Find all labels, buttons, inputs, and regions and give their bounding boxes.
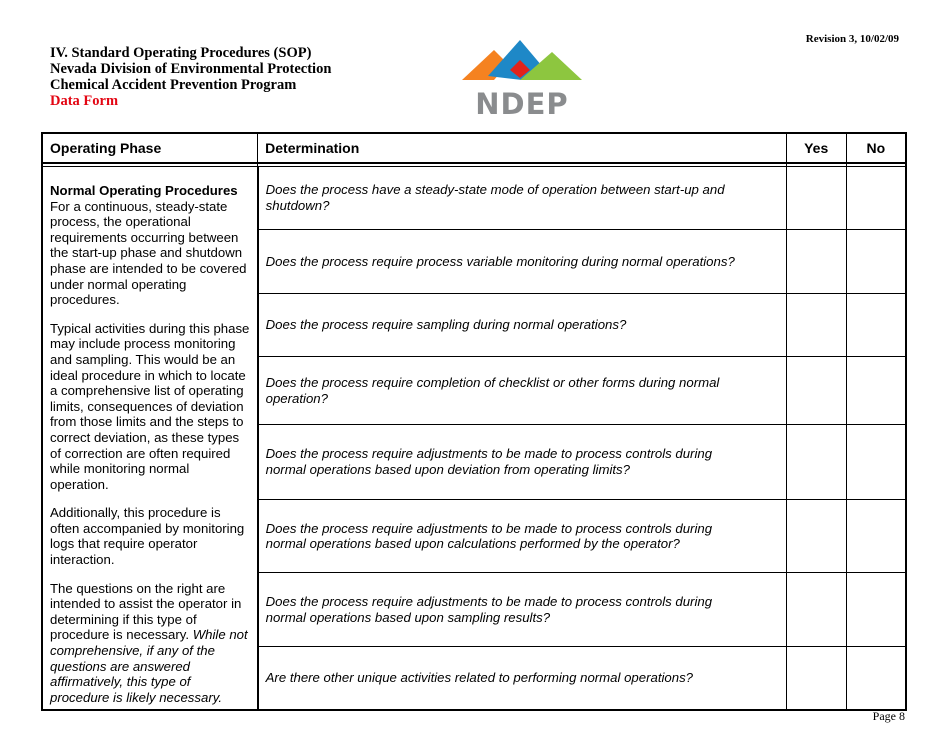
revision-label: Revision 3, 10/02/09 xyxy=(805,33,899,45)
yes-checkbox-4[interactable] xyxy=(786,357,846,425)
phase-para-1: For a continuous, steady-state process, the operational requirements occurring between the start-up phase and shutdown phase are intended to be covered under normal operating procedures. xyxy=(50,198,247,308)
phase-para-2: Typical activities during this phase may include process monitoring and sampling. This would be an ideal procedure in which to locate a comprehensive list of operating limits, consequences of deviation from those limits and the steps to correct deviation, as these types of correction are often required while monitoring normal operation. xyxy=(50,320,250,492)
yes-checkbox-1[interactable] xyxy=(786,167,846,230)
yes-checkbox-2[interactable] xyxy=(786,230,846,294)
header-line-division: Nevada Division of Environmental Protection xyxy=(50,61,332,77)
no-checkbox-4[interactable] xyxy=(846,357,906,425)
yes-checkbox-3[interactable] xyxy=(786,294,846,357)
question-2: Does the process require process variable monitoring during normal operations? xyxy=(258,230,787,294)
column-header-yes: Yes xyxy=(786,133,846,163)
ndep-logo xyxy=(458,36,586,122)
page-number: Page 8 xyxy=(872,709,905,723)
no-checkbox-8[interactable] xyxy=(846,646,906,710)
yes-checkbox-6[interactable] xyxy=(786,499,846,573)
no-checkbox-2[interactable] xyxy=(846,230,906,294)
question-1: Does the process have a steady-state mode of operation between start-up and shutdown? xyxy=(258,167,787,230)
table-row xyxy=(42,167,906,230)
no-checkbox-6[interactable] xyxy=(846,499,906,573)
question-3: Does the process require sampling during normal operations? xyxy=(258,294,787,357)
document-header xyxy=(50,45,331,109)
determination-table xyxy=(41,132,907,711)
header-line-program: Chemical Accident Prevention Program xyxy=(50,77,297,93)
no-checkbox-5[interactable] xyxy=(846,425,906,500)
column-header-no: No xyxy=(846,133,906,163)
yes-checkbox-7[interactable] xyxy=(786,573,846,647)
phase-para-4: The questions on the right are intended to assist the operator in determining if this type of procedure is necessary. xyxy=(50,580,242,643)
mountain-logo-icon xyxy=(458,36,586,92)
column-header-determination: Determination xyxy=(258,133,787,163)
question-5: Does the process require adjustments to be made to process controls during normal operations based upon deviation from operating limits? xyxy=(258,425,787,500)
phase-para-4-italic: While not comprehensive, if any of the questions are answered affirmatively, this type of procedure is likely necessary. xyxy=(50,627,248,705)
phase-para-3: Additionally, this procedure is often accompanied by monitoring logs that require operator interaction. xyxy=(50,505,245,568)
column-header-operating-phase: Operating Phase xyxy=(42,133,258,163)
question-4: Does the process require completion of checklist or other forms during normal operation? xyxy=(258,357,787,425)
question-8: Are there other unique activities related to performing normal operations? xyxy=(258,646,787,710)
no-checkbox-3[interactable] xyxy=(846,294,906,357)
no-checkbox-1[interactable] xyxy=(846,167,906,230)
yes-checkbox-8[interactable] xyxy=(786,646,846,710)
operating-phase-description xyxy=(42,167,258,711)
logo-text: NDEP xyxy=(475,87,569,121)
question-6: Does the process require adjustments to be made to process controls during normal operations based upon calculations performed by the operator? xyxy=(258,499,787,573)
yes-checkbox-5[interactable] xyxy=(786,425,846,500)
no-checkbox-7[interactable] xyxy=(846,573,906,647)
header-line-sop: IV. Standard Operating Procedures (SOP) xyxy=(50,45,312,61)
question-7: Does the process require adjustments to be made to process controls during normal operations based upon sampling results? xyxy=(258,573,787,647)
header-line-data-form: Data Form xyxy=(50,93,119,109)
phase-title: Normal Operating Procedures xyxy=(50,183,238,198)
table-header-row xyxy=(42,133,906,163)
